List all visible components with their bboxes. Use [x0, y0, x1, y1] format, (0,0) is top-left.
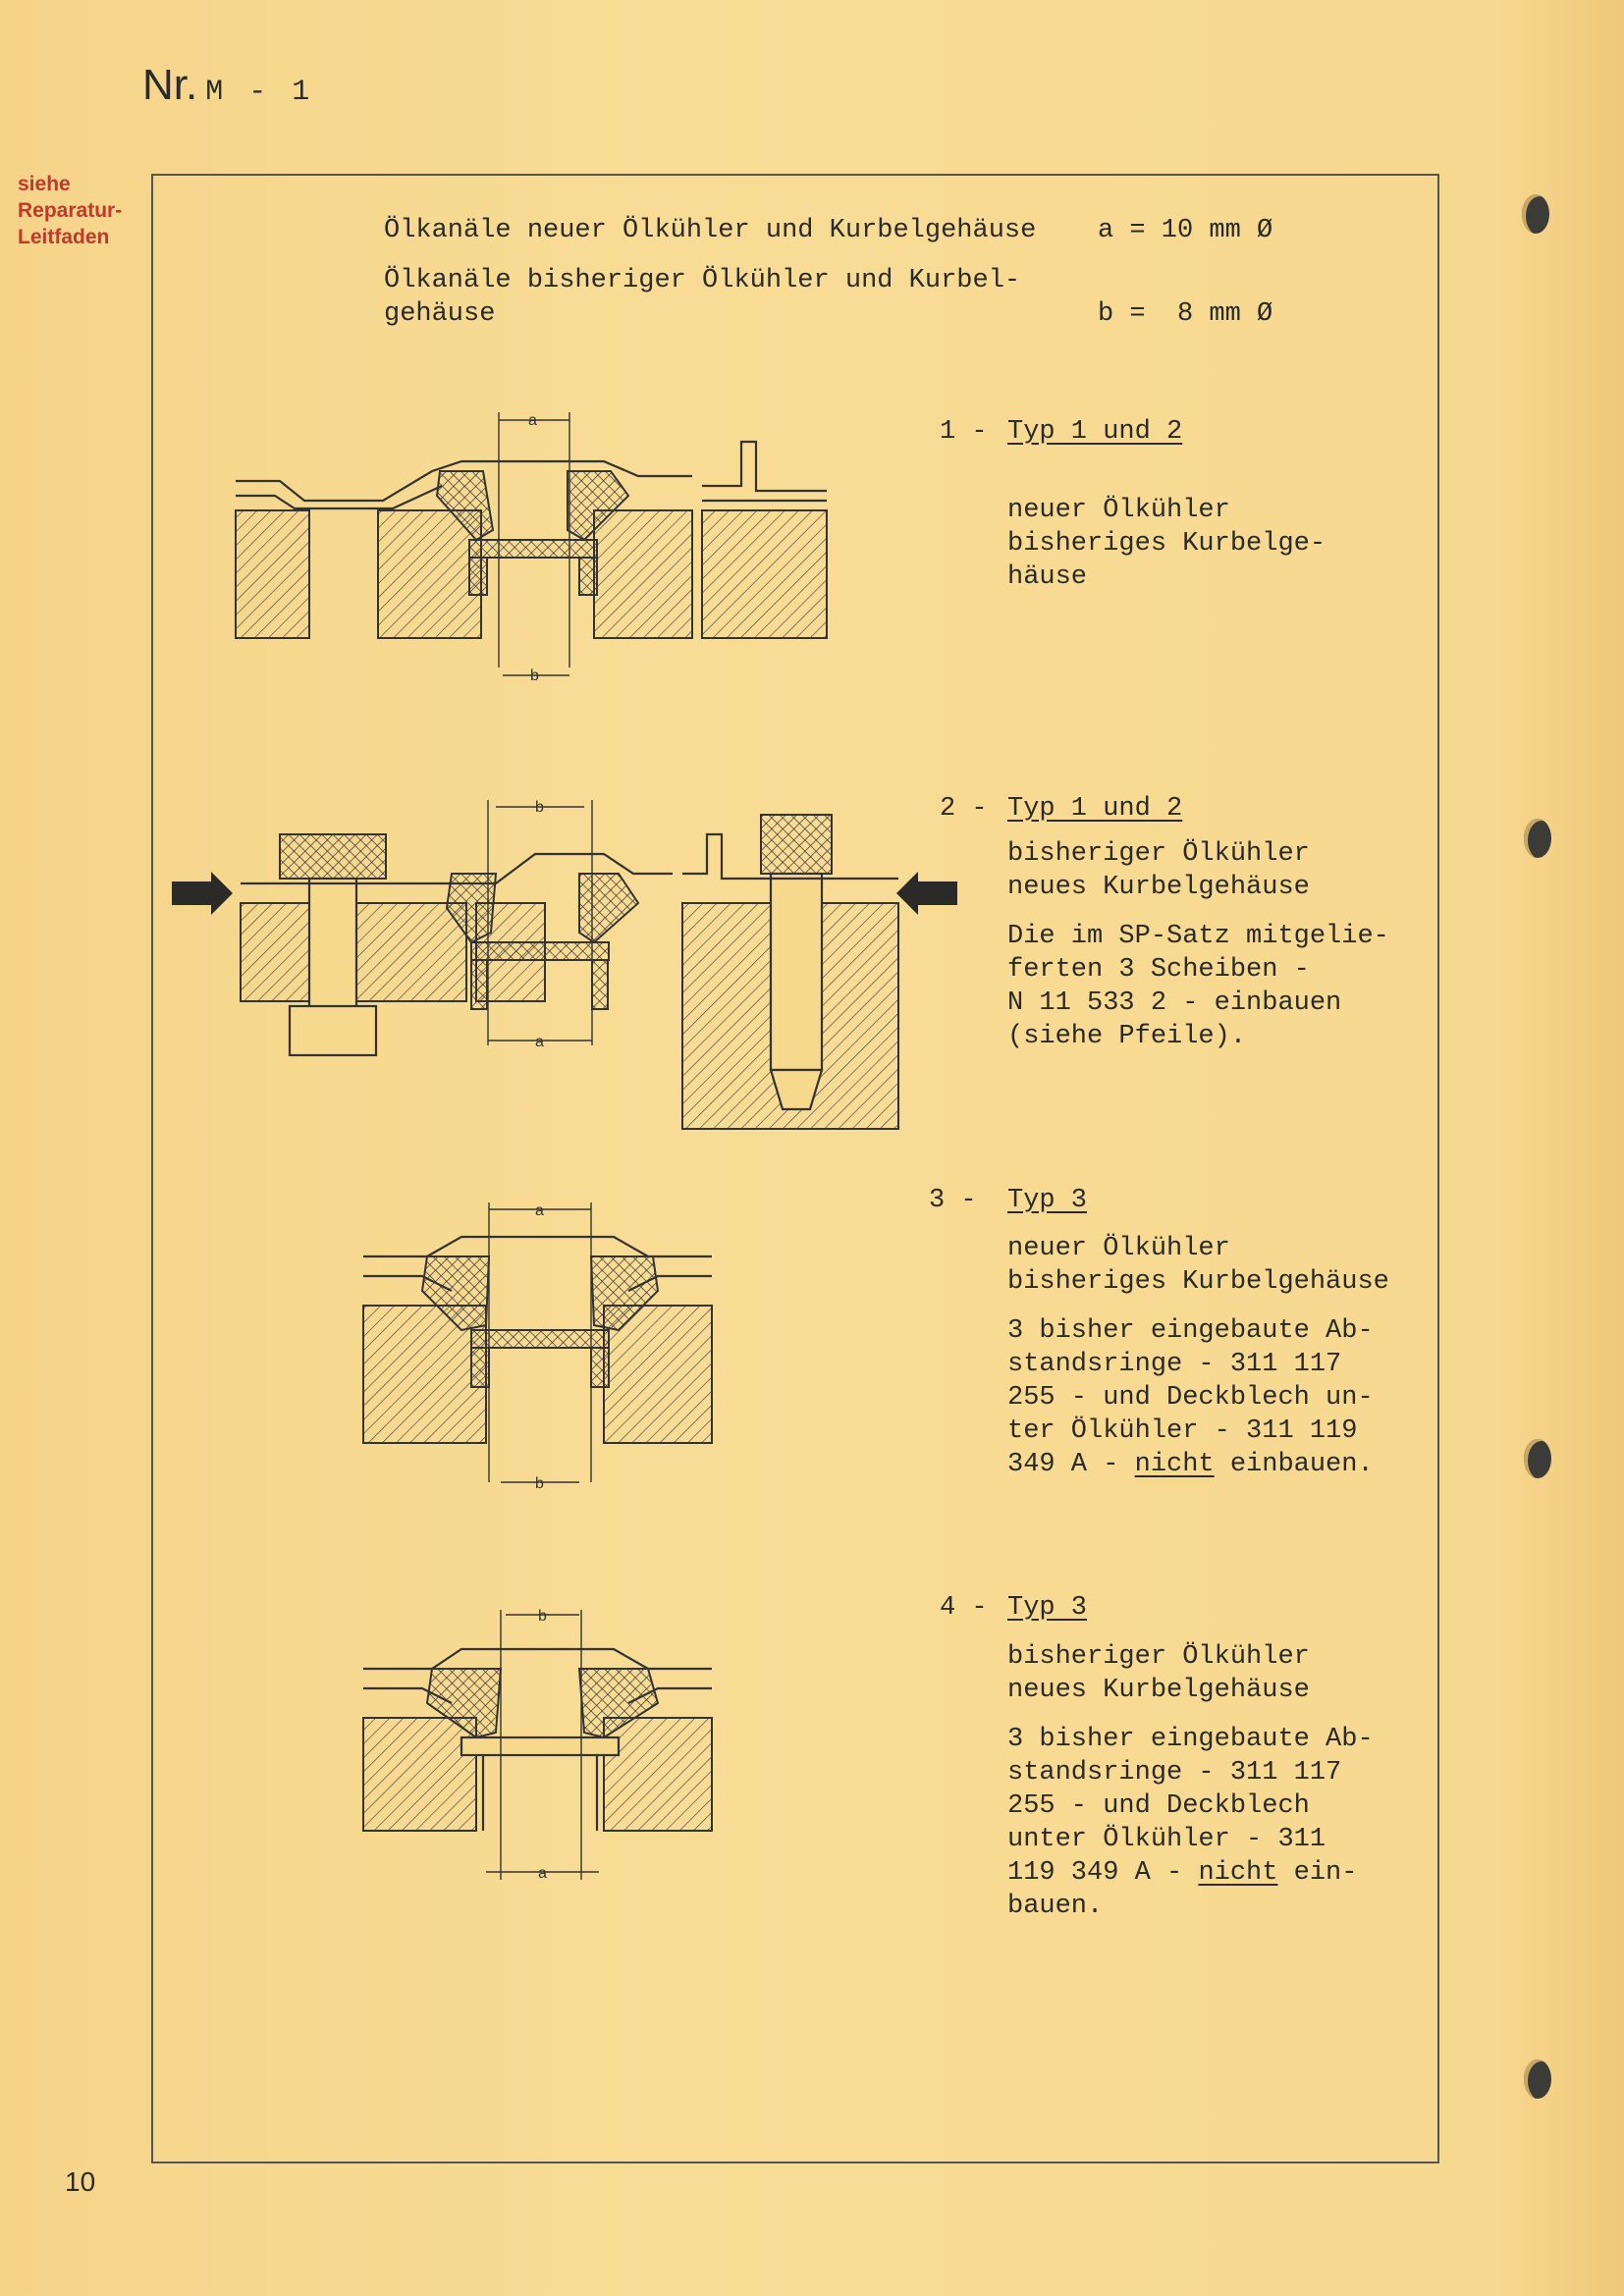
section-2-note: Die im SP-Satz mitgelie-: [1007, 922, 1389, 951]
side-note-line: siehe: [18, 173, 71, 195]
dim-label-b: b: [535, 799, 544, 816]
note-text: einbauen.: [1214, 1450, 1374, 1479]
section-3-note: ter Ölkühler - 311 119: [1007, 1416, 1358, 1446]
note-text: 349 A -: [1007, 1450, 1135, 1479]
side-note-line: Leitfaden: [18, 226, 110, 248]
intro-row1-value: a = 10 mm Ø: [1098, 216, 1273, 245]
intro-row2-text-cont: gehäuse: [384, 299, 496, 329]
section-3-note: standsringe - 311 117: [1007, 1350, 1342, 1379]
dim-label-a: a: [535, 1034, 544, 1050]
binder-hole: [1524, 1439, 1551, 1478]
section-2-note: ferten 3 Scheiben -: [1007, 955, 1310, 985]
section-2-note: (siehe Pfeile).: [1007, 1022, 1247, 1051]
section-4-line: bisheriger Ölkühler: [1007, 1642, 1310, 1672]
section-1-line: bisheriges Kurbelge-: [1007, 529, 1326, 559]
section-4-title: Typ 3: [1007, 1593, 1088, 1623]
dim-label-b: b: [538, 1608, 547, 1625]
dim-label-a: a: [538, 1865, 547, 1882]
section-4-note: unter Ölkühler - 311: [1007, 1825, 1326, 1854]
side-note: [18, 171, 122, 250]
section-4-note: 3 bisher eingebaute Ab-: [1007, 1725, 1374, 1754]
note-emphasis: nicht: [1198, 1858, 1278, 1888]
doc-code: M - 1: [205, 76, 314, 109]
document-number: [142, 61, 313, 110]
section-1-number: 1 -: [940, 417, 988, 447]
side-note-line: Reparatur-: [18, 199, 123, 222]
section-3-title: Typ 3: [1007, 1186, 1088, 1215]
section-3-note: 3 bisher eingebaute Ab-: [1007, 1316, 1374, 1346]
section-3-number: 3 -: [929, 1186, 977, 1215]
dim-label-b: b: [530, 667, 539, 684]
section-2-number: 2 -: [940, 794, 988, 824]
figure-3-diagram: [363, 1198, 717, 1492]
note-text: ein-: [1277, 1858, 1358, 1888]
section-3-line: bisheriges Kurbelgehäuse: [1007, 1267, 1389, 1297]
section-1-title: Typ 1 und 2: [1007, 417, 1183, 447]
binder-hole: [1524, 2059, 1551, 2099]
binder-hole: [1524, 819, 1551, 858]
dim-label-b: b: [535, 1475, 544, 1492]
section-2-line: neues Kurbelgehäuse: [1007, 873, 1310, 902]
figure-1-diagram: [226, 402, 854, 687]
section-4-number: 4 -: [940, 1593, 988, 1623]
section-4-line: neues Kurbelgehäuse: [1007, 1676, 1310, 1705]
section-2-line: bisheriger Ölkühler: [1007, 839, 1310, 869]
section-4-note-last: [1007, 1855, 1357, 1892]
dim-label-a: a: [535, 1202, 544, 1219]
figure-2-diagram: [172, 795, 957, 1139]
section-4-note: standsringe - 311 117: [1007, 1758, 1342, 1788]
section-3-note-last: [1007, 1447, 1374, 1483]
note-text: 119 349 A -: [1007, 1858, 1199, 1888]
section-2-title: Typ 1 und 2: [1007, 794, 1183, 824]
intro-row1-text: Ölkanäle neuer Ölkühler und Kurbelgehäuse: [384, 216, 1037, 245]
page-number: 10: [65, 2166, 96, 2197]
section-4-note: 255 - und Deckblech: [1007, 1791, 1310, 1821]
section-1-line: häuse: [1007, 562, 1088, 592]
binder-hole: [1522, 194, 1549, 234]
dim-label-a: a: [528, 412, 537, 429]
figure-4-diagram: [363, 1605, 717, 1890]
intro-row2-value: b = 8 mm Ø: [1098, 299, 1273, 329]
section-4-note-tail: bauen.: [1007, 1892, 1104, 1921]
nr-label: Nr.: [142, 61, 198, 109]
section-1-line: neuer Ölkühler: [1007, 496, 1230, 525]
section-3-note: 255 - und Deckblech un-: [1007, 1383, 1374, 1413]
section-3-line: neuer Ölkühler: [1007, 1234, 1230, 1263]
intro-row2-text: Ölkanäle bisheriger Ölkühler und Kurbel-: [384, 266, 1021, 295]
section-2-note: N 11 533 2 - einbauen: [1007, 988, 1342, 1018]
note-emphasis: nicht: [1134, 1450, 1215, 1479]
